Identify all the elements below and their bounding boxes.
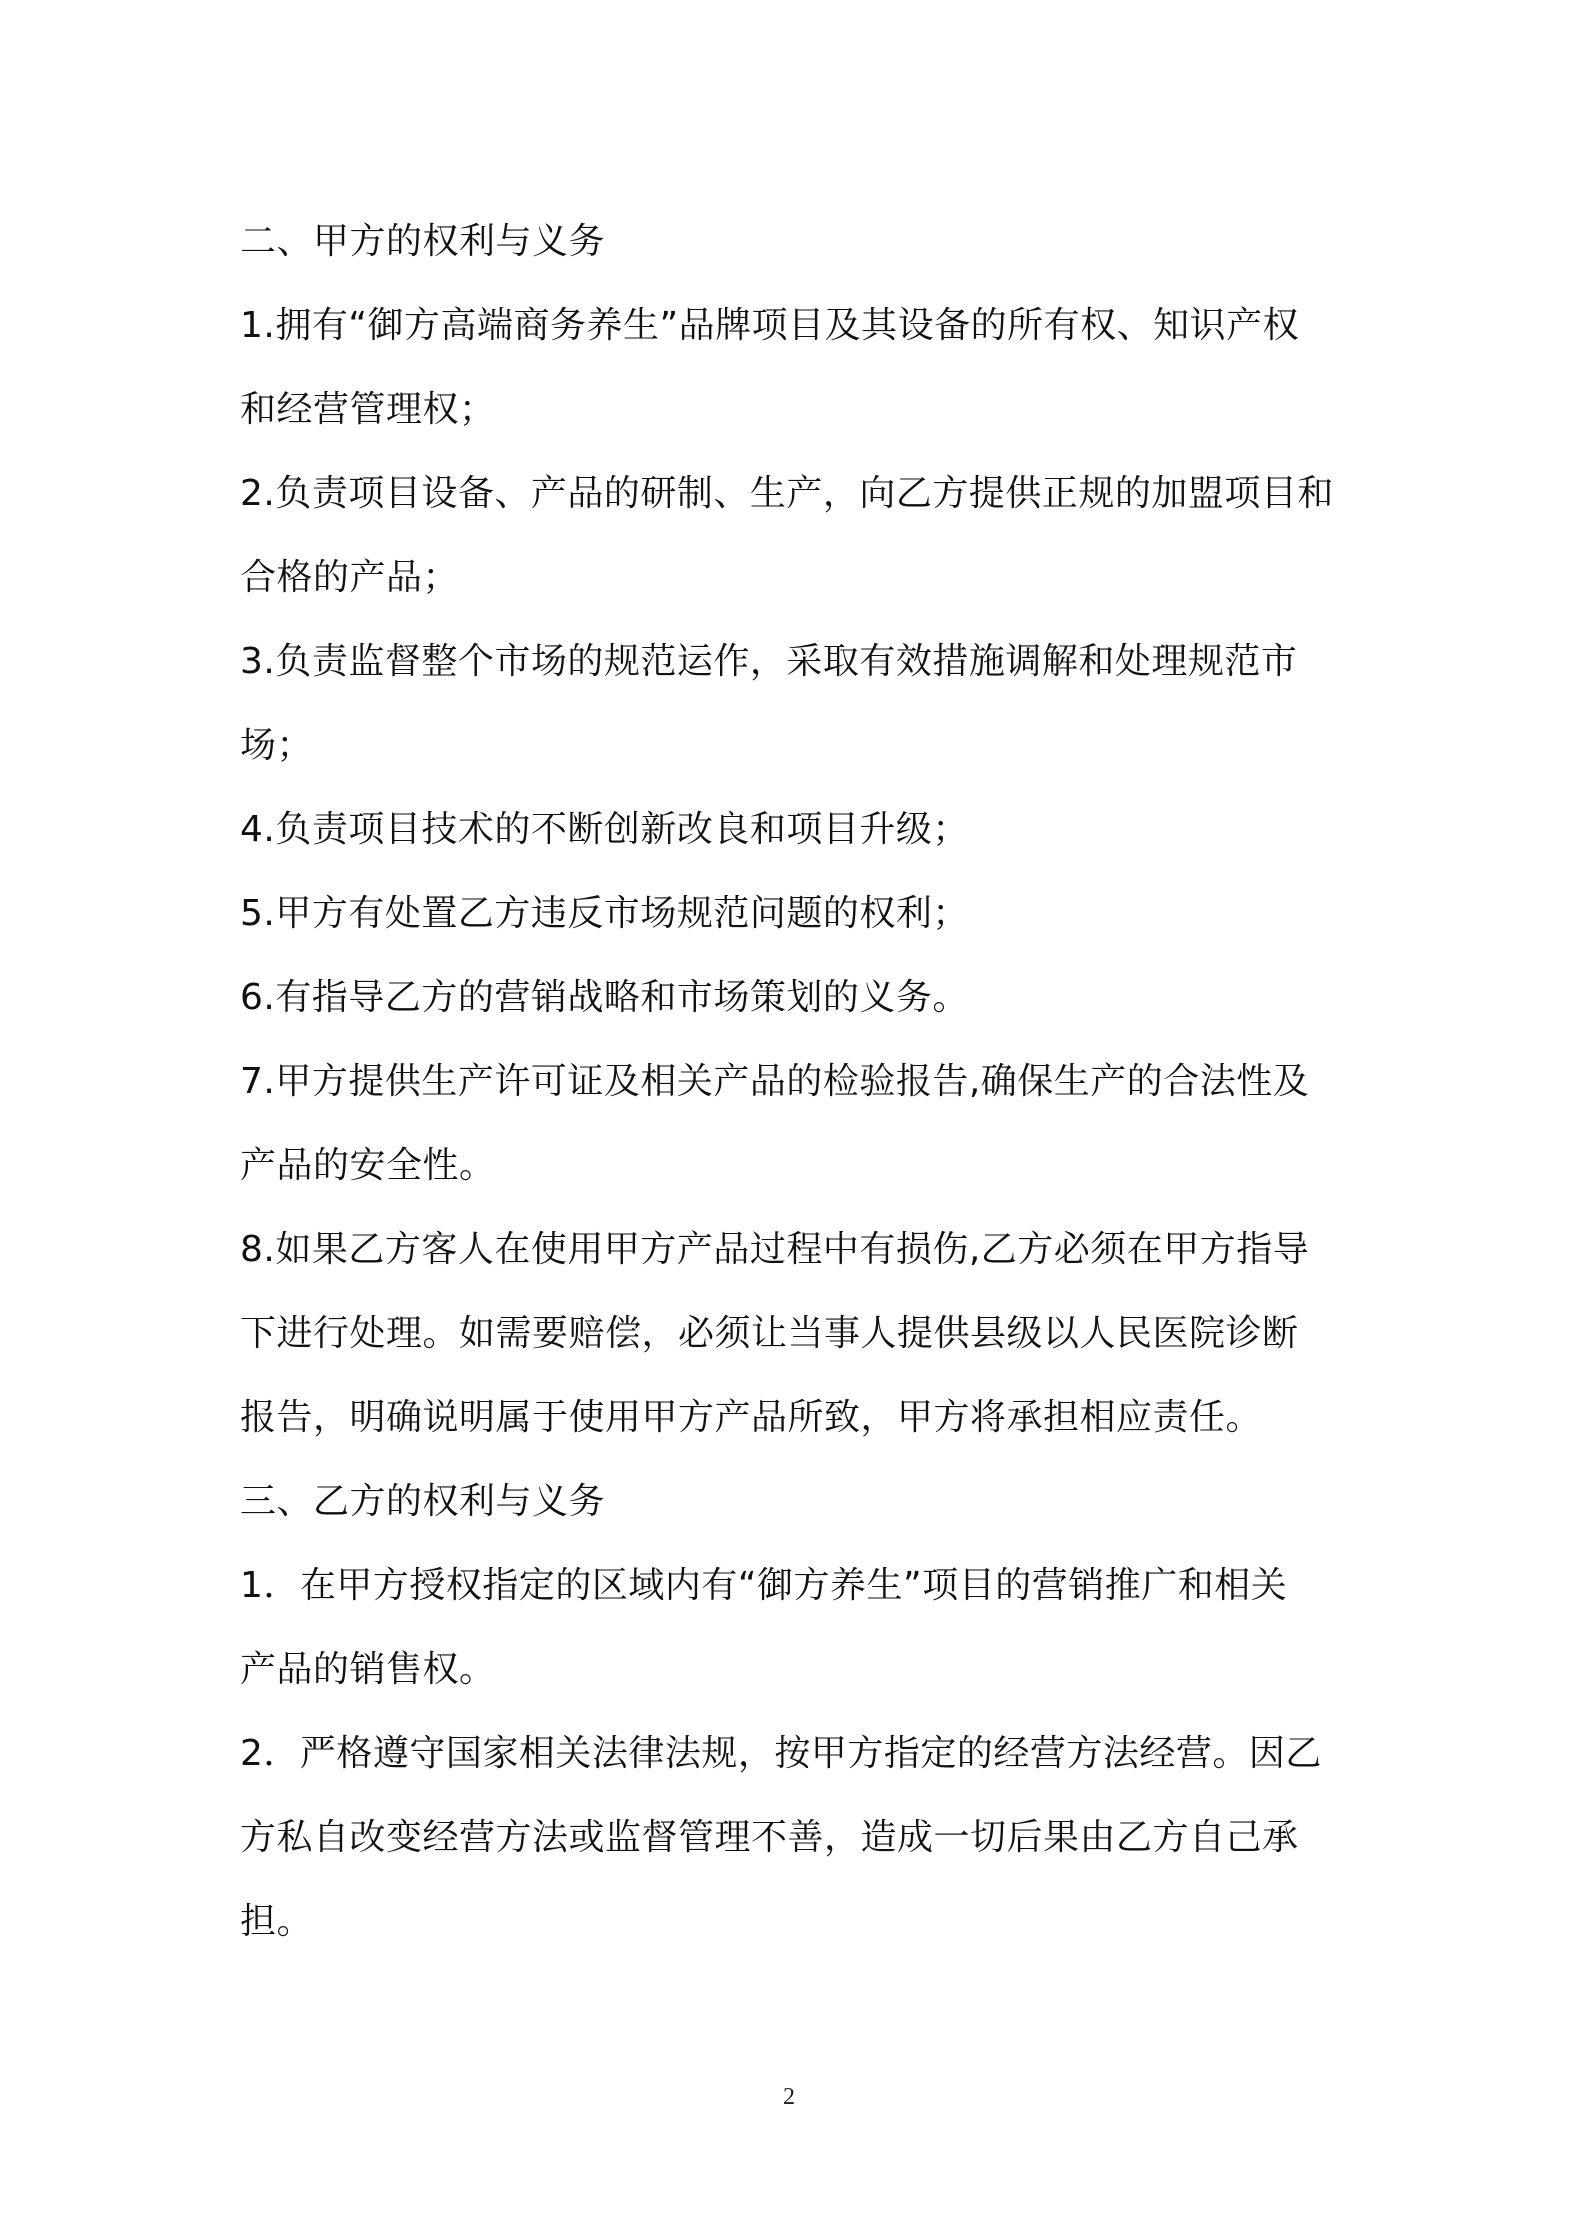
document-body [240,200,1350,1964]
page-number: 2 [783,2084,795,2110]
paragraph-line: 和经营管理权； [240,389,496,430]
paragraph-line: 3.负责监督整个市场的规范运作，采取有效措施调解和处理规范市 [240,641,1298,682]
paragraph-line: 8.如果乙方客人在使用甲方产品过程中有损伤,乙方必须在甲方指导 [240,1229,1310,1270]
paragraph-line: 下进行处理。如需要赔偿，必须让当事人提供县级以人民医院诊断 [240,1313,1299,1354]
section-heading-party-b: 三、乙方的权利与义务 [240,1481,606,1522]
paragraph-line: 合格的产品； [240,557,460,598]
paragraph-line: 报告，明确说明属于使用甲方产品所致，甲方将承担相应责任。 [240,1397,1263,1438]
paragraph-line: 担。 [240,1901,314,1942]
paragraph-line: 1.拥有“御方高端商务养生”品牌项目及其设备的所有权、知识产权 [240,305,1300,346]
paragraph-line: 4.负责项目技术的不断创新改良和项目升级； [240,809,969,850]
paragraph-line: 2．严格遵守国家相关法律法规，按甲方指定的经营方法经营。因乙 [240,1733,1322,1774]
paragraph-line: 1．在甲方授权指定的区域内有“御方养生”项目的营销推广和相关 [240,1565,1288,1606]
paragraph-line: 5.甲方有处置乙方违反市场规范问题的权利； [240,893,969,934]
paragraph-line: 6.有指导乙方的营销战略和市场策划的义务。 [240,977,969,1018]
paragraph-line: 2.负责项目设备、产品的研制、生产，向乙方提供正规的加盟项目和 [240,473,1334,514]
paragraph-line: 产品的安全性。 [240,1145,496,1186]
section-heading-party-a: 二、甲方的权利与义务 [240,221,606,262]
paragraph-line: 产品的销售权。 [240,1649,496,1690]
paragraph-line: 7.甲方提供生产许可证及相关产品的检验报告,确保生产的合法性及 [240,1061,1310,1102]
paragraph-line: 场； [240,725,314,766]
paragraph-line: 方私自改变经营方法或监督管理不善，造成一切后果由乙方自己承 [240,1817,1299,1858]
